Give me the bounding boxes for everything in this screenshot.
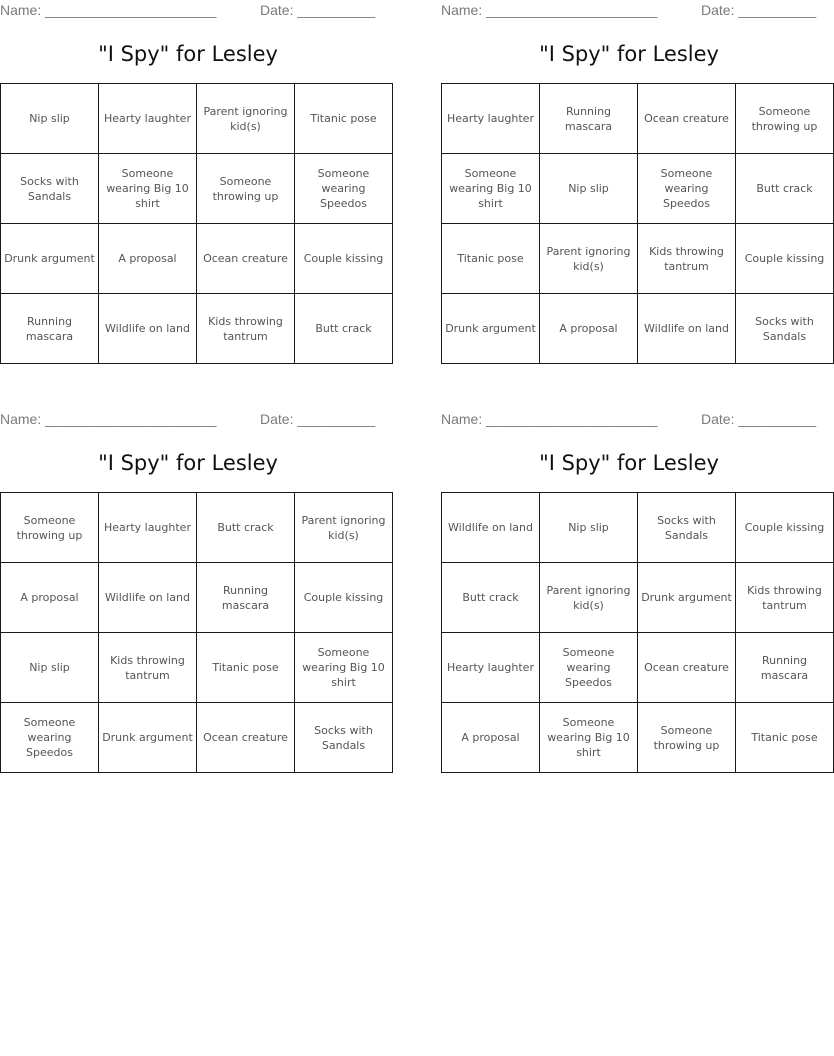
bingo-cell: Socks with Sandals — [638, 493, 736, 563]
bingo-grid — [441, 83, 834, 364]
bingo-cell: Someone wearing Big 10 shirt — [99, 154, 197, 224]
bingo-cell: Wildlife on land — [99, 294, 197, 364]
bingo-cell: Butt crack — [442, 563, 540, 633]
card-title: "I Spy" for Lesley — [98, 451, 278, 475]
bingo-card — [441, 409, 825, 773]
bingo-card — [0, 0, 384, 364]
bingo-cell: Butt crack — [295, 294, 393, 364]
bingo-cell: Parent ignoring kid(s) — [540, 563, 638, 633]
bingo-cell: A proposal — [1, 563, 99, 633]
bingo-cell: Wildlife on land — [442, 493, 540, 563]
card-header-fields — [441, 411, 817, 429]
bingo-cell: Someone wearing Big 10 shirt — [540, 703, 638, 773]
bingo-cell: Couple kissing — [295, 224, 393, 294]
bingo-cell: Someone wearing Speedos — [540, 633, 638, 703]
bingo-row — [442, 633, 834, 703]
bingo-row — [442, 84, 834, 154]
bingo-cell: Titanic pose — [442, 224, 540, 294]
bingo-cell: Kids throwing tantrum — [99, 633, 197, 703]
bingo-grid — [441, 492, 834, 773]
bingo-row — [1, 633, 393, 703]
bingo-cell: Someone throwing up — [638, 703, 736, 773]
bingo-cell: Titanic pose — [295, 84, 393, 154]
bingo-grid — [0, 83, 393, 364]
name-field: Name: ______________________ — [0, 411, 217, 427]
bingo-cell: Wildlife on land — [99, 563, 197, 633]
bingo-cell: Nip slip — [540, 493, 638, 563]
bingo-row — [1, 703, 393, 773]
bingo-cell: Titanic pose — [197, 633, 295, 703]
card-header-fields — [0, 411, 376, 429]
bingo-cell: Drunk argument — [1, 224, 99, 294]
bingo-cell: Butt crack — [197, 493, 295, 563]
bingo-cell: Ocean creature — [197, 224, 295, 294]
bingo-card — [0, 409, 386, 773]
bingo-cell: Ocean creature — [638, 633, 736, 703]
bingo-cell: Couple kissing — [736, 224, 834, 294]
bingo-cell: Running mascara — [1, 294, 99, 364]
card-title: "I Spy" for Lesley — [98, 42, 278, 66]
bingo-cell: Butt crack — [736, 154, 834, 224]
bingo-cell: Someone throwing up — [1, 493, 99, 563]
bingo-row — [1, 294, 393, 364]
name-field: Name: ______________________ — [0, 2, 217, 18]
bingo-row — [442, 224, 834, 294]
bingo-cell: Wildlife on land — [638, 294, 736, 364]
bingo-row — [1, 563, 393, 633]
bingo-cell: Someone wearing Speedos — [1, 703, 99, 773]
bingo-cell: Someone throwing up — [197, 154, 295, 224]
bingo-cell: Someone wearing Big 10 shirt — [442, 154, 540, 224]
bingo-cell: Couple kissing — [736, 493, 834, 563]
bingo-cell: A proposal — [99, 224, 197, 294]
bingo-cell: Drunk argument — [99, 703, 197, 773]
bingo-cell: Socks with Sandals — [295, 703, 393, 773]
bingo-cell: A proposal — [540, 294, 638, 364]
bingo-cell: Hearty laughter — [99, 84, 197, 154]
bingo-cell: Hearty laughter — [442, 84, 540, 154]
bingo-cell: Someone throwing up — [736, 84, 834, 154]
bingo-cell: Parent ignoring kid(s) — [197, 84, 295, 154]
bingo-cell: Running mascara — [197, 563, 295, 633]
bingo-cell: Parent ignoring kid(s) — [295, 493, 393, 563]
bingo-cell: Drunk argument — [638, 563, 736, 633]
bingo-cell: Kids throwing tantrum — [197, 294, 295, 364]
bingo-row — [1, 493, 393, 563]
bingo-cell: Kids throwing tantrum — [736, 563, 834, 633]
bingo-cell: Hearty laughter — [442, 633, 540, 703]
bingo-cell: Socks with Sandals — [1, 154, 99, 224]
bingo-row — [442, 563, 834, 633]
bingo-row — [442, 154, 834, 224]
bingo-grid — [0, 492, 393, 773]
bingo-cell: Hearty laughter — [99, 493, 197, 563]
date-field: Date: __________ — [260, 411, 376, 427]
card-header-fields — [441, 2, 817, 20]
bingo-row — [1, 224, 393, 294]
date-field: Date: __________ — [260, 2, 376, 18]
bingo-cell: Nip slip — [1, 84, 99, 154]
bingo-cell: Titanic pose — [736, 703, 834, 773]
bingo-row — [1, 154, 393, 224]
bingo-cell: Ocean creature — [197, 703, 295, 773]
card-title: "I Spy" for Lesley — [539, 42, 719, 66]
bingo-cell: Someone wearing Speedos — [295, 154, 393, 224]
bingo-row — [1, 84, 393, 154]
bingo-cell: Parent ignoring kid(s) — [540, 224, 638, 294]
bingo-row — [442, 493, 834, 563]
bingo-row — [442, 294, 834, 364]
bingo-row — [442, 703, 834, 773]
card-title: "I Spy" for Lesley — [539, 451, 719, 475]
bingo-cell: Drunk argument — [442, 294, 540, 364]
bingo-cell: Someone wearing Big 10 shirt — [295, 633, 393, 703]
bingo-cell: Socks with Sandals — [736, 294, 834, 364]
bingo-card — [441, 0, 825, 364]
bingo-cell: Kids throwing tantrum — [638, 224, 736, 294]
name-field: Name: ______________________ — [441, 411, 658, 427]
bingo-cell: Ocean creature — [638, 84, 736, 154]
name-field: Name: ______________________ — [441, 2, 658, 18]
bingo-cell: Nip slip — [540, 154, 638, 224]
bingo-cell: Someone wearing Speedos — [638, 154, 736, 224]
date-field: Date: __________ — [701, 411, 817, 427]
bingo-cell: Running mascara — [736, 633, 834, 703]
bingo-cell: Running mascara — [540, 84, 638, 154]
bingo-cell: Couple kissing — [295, 563, 393, 633]
date-field: Date: __________ — [701, 2, 817, 18]
bingo-cell: Nip slip — [1, 633, 99, 703]
card-header-fields — [0, 2, 376, 20]
bingo-cell: A proposal — [442, 703, 540, 773]
